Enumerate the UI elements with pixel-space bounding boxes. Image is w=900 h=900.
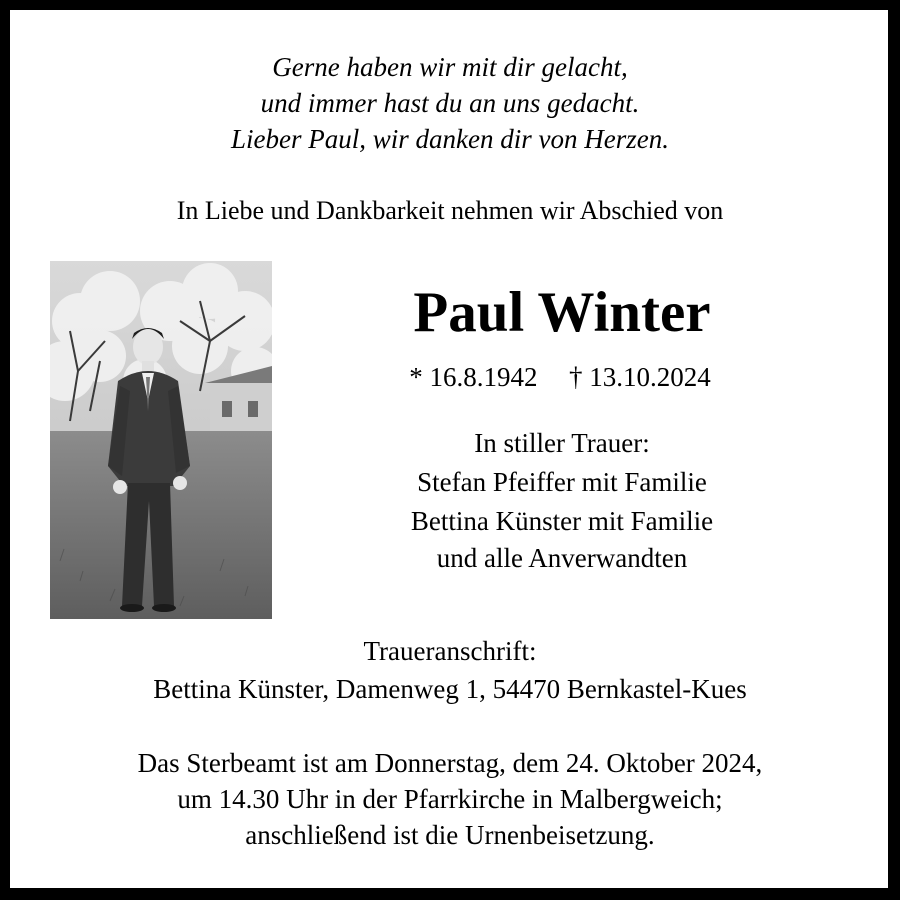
mourner-line: und alle Anverwandten <box>436 543 688 573</box>
mourner-line: Bettina Künster mit Familie <box>410 506 714 536</box>
service-line-1: Das Sterbeamt ist am Donnerstag, dem 24. Oktober 2024, <box>137 748 763 778</box>
poem-line-1: Gerne haben wir mit dir gelacht, <box>272 52 628 82</box>
mourner-line: Stefan Pfeiffer mit Familie <box>417 467 707 497</box>
portrait-photo <box>50 261 272 619</box>
service-line-3: anschließend ist die Urnenbeisetzung. <box>245 820 655 850</box>
poem-line-2: und immer hast du an uns gedacht. <box>260 88 640 118</box>
life-dates <box>300 362 820 393</box>
poem-line-3: Lieber Paul, wir danken dir von Herzen. <box>231 124 669 154</box>
death-date: † 13.10.2024 <box>569 362 711 392</box>
deceased-name: Paul Winter <box>413 281 711 344</box>
address-label: Traueranschrift: <box>363 636 537 666</box>
address-value: Bettina Künster, Damenweg 1, 54470 Bernkastel-Kues <box>153 674 747 704</box>
intro-text: In Liebe und Dankbarkeit nehmen wir Abschied von <box>176 196 724 225</box>
service-line-2: um 14.30 Uhr in der Pfarrkirche in Malbergweich; <box>177 784 723 814</box>
birth-date: * 16.8.1942 <box>409 362 538 392</box>
mourners-heading: In stiller Trauer: <box>474 428 650 458</box>
